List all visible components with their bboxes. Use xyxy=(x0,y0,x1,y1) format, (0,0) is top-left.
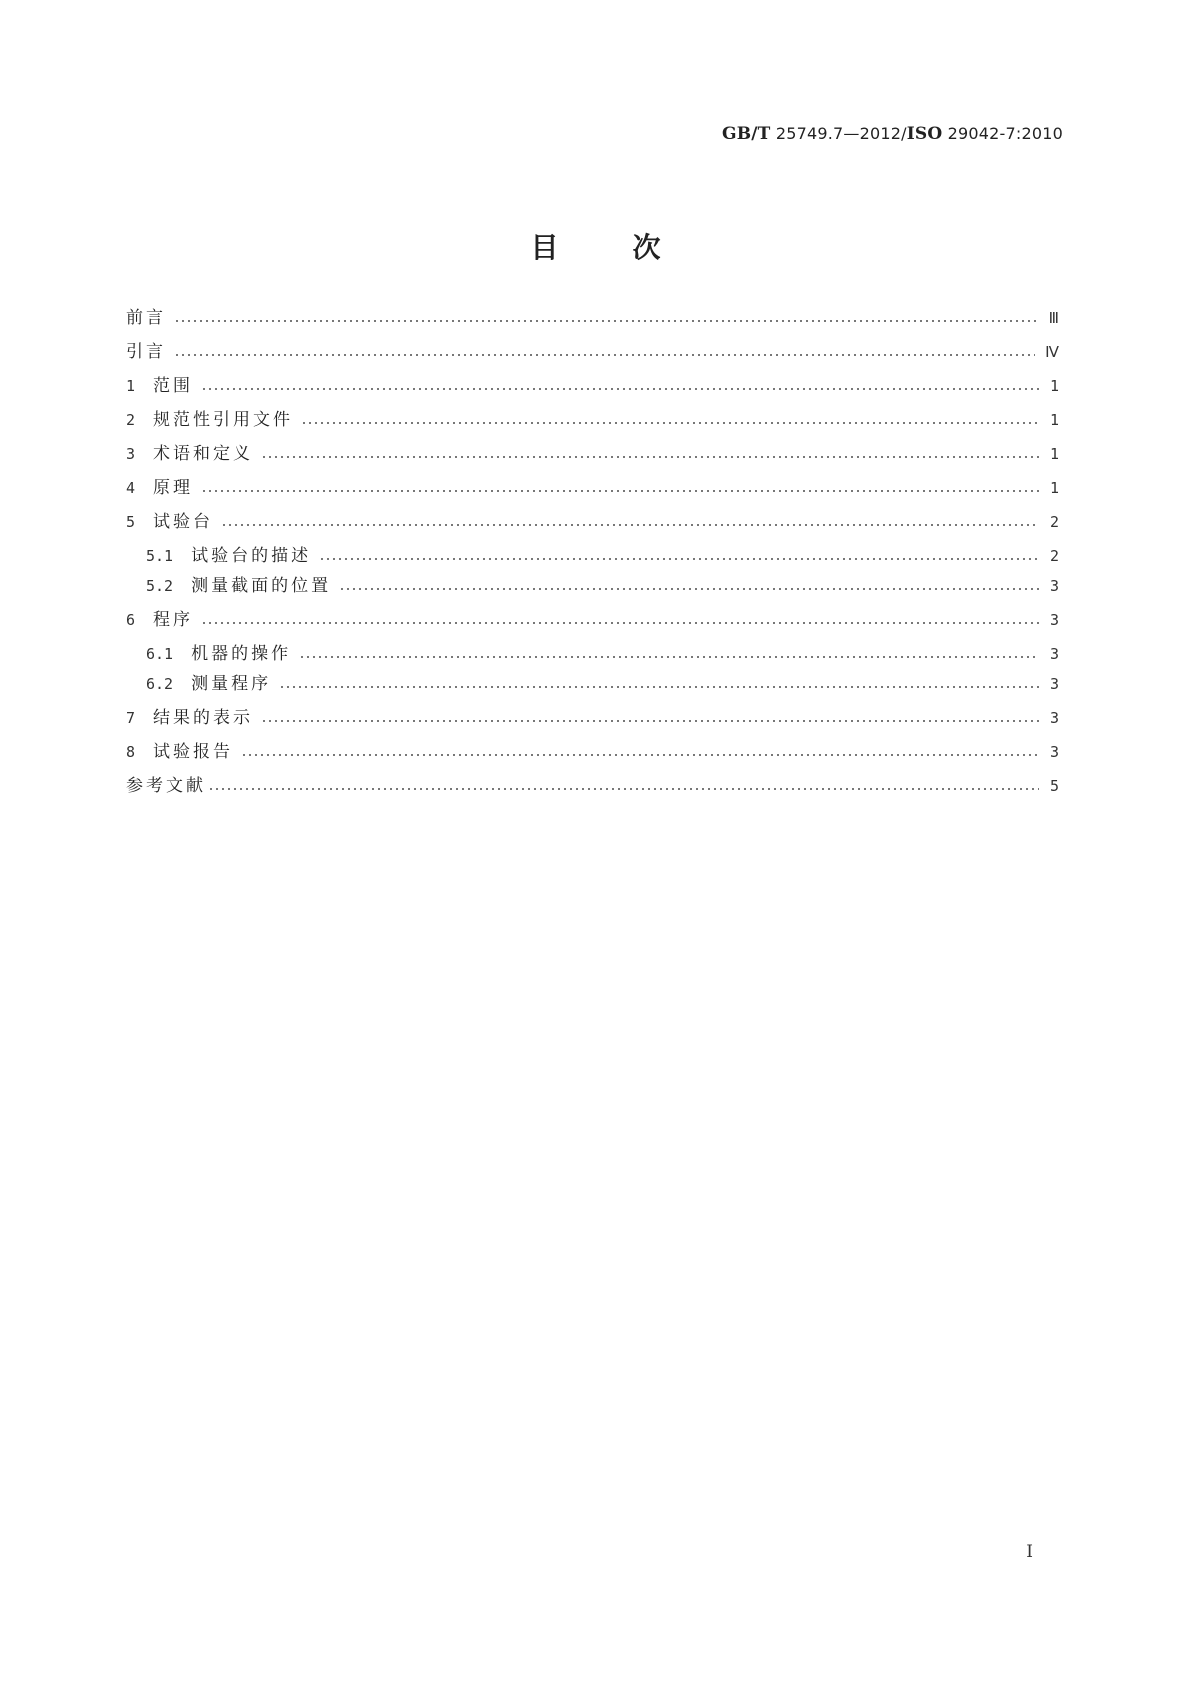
toc-leader-dots xyxy=(301,421,1039,425)
toc-title-part2: 次 xyxy=(632,231,661,264)
toc-entry-number: 4 xyxy=(126,479,136,497)
toc-entry-label: 测量程序 xyxy=(191,674,272,694)
toc-entry-5-2[interactable] xyxy=(146,573,1059,597)
standard-code-iso: ISO xyxy=(906,124,943,144)
toc-entry-foreword[interactable] xyxy=(126,305,1059,329)
toc-leader-dots xyxy=(279,685,1039,689)
toc-entry-page: Ⅳ xyxy=(1045,343,1059,361)
toc-entry-page: 3 xyxy=(1049,709,1059,727)
toc-entry-5[interactable] xyxy=(126,509,1059,533)
toc-entry-number: 6 xyxy=(126,611,136,629)
toc-leader-dots xyxy=(174,319,1039,323)
toc-entry-page: 2 xyxy=(1049,513,1059,531)
toc-entry-label: 程序 xyxy=(153,610,194,630)
toc-entry-number: 6.1 xyxy=(146,645,174,663)
toc-entry-page: 2 xyxy=(1049,547,1059,565)
toc-leader-dots xyxy=(261,455,1039,459)
toc-entry-label: 测量截面的位置 xyxy=(191,576,332,596)
toc-entry-5-1[interactable] xyxy=(146,543,1059,567)
toc-leader-dots xyxy=(208,787,1039,791)
toc-title xyxy=(0,226,1191,266)
toc-entry-number: 5.2 xyxy=(146,577,174,595)
toc-entry-number: 5.1 xyxy=(146,547,174,565)
toc-entry-page: 3 xyxy=(1049,645,1059,663)
toc-leader-dots xyxy=(174,353,1035,357)
toc-entry-page: 1 xyxy=(1049,445,1059,463)
toc-entry-page: 1 xyxy=(1049,479,1059,497)
toc-entry-number: 7 xyxy=(126,709,136,727)
page-number: I xyxy=(1026,1542,1033,1562)
toc-entry-label: 引言 xyxy=(126,342,166,362)
toc-entry-label: 参考文献 xyxy=(126,776,206,796)
toc-entry-page: 5 xyxy=(1049,777,1059,795)
toc-entry-label: 范围 xyxy=(153,376,194,396)
toc-leader-dots xyxy=(339,587,1039,591)
toc-entry-label: 试验台的描述 xyxy=(191,546,312,566)
toc-entry-bibliography[interactable] xyxy=(126,773,1059,797)
toc-entry-label: 规范性引用文件 xyxy=(153,410,294,430)
toc-entry-4[interactable] xyxy=(126,475,1059,499)
toc-entry-page: 3 xyxy=(1049,577,1059,595)
toc-entry-2[interactable] xyxy=(126,407,1059,431)
toc-entry-number: 8 xyxy=(126,743,136,761)
toc-entry-page: Ⅲ xyxy=(1048,309,1059,327)
toc-entry-label: 原理 xyxy=(153,478,194,498)
toc-entry-number: 3 xyxy=(126,445,136,463)
standard-code-header xyxy=(722,124,1063,144)
toc-entry-label: 前言 xyxy=(126,308,166,328)
toc-leader-dots xyxy=(221,523,1039,527)
toc-entry-number: 1 xyxy=(126,377,136,395)
toc-entry-6-1[interactable] xyxy=(146,641,1059,665)
toc-entry-number: 5 xyxy=(126,513,136,531)
toc-entry-page: 3 xyxy=(1049,675,1059,693)
toc-entry-1[interactable] xyxy=(126,373,1059,397)
toc-entry-label: 试验报告 xyxy=(153,742,234,762)
toc-entry-page: 3 xyxy=(1049,611,1059,629)
toc-entry-6[interactable] xyxy=(126,607,1059,631)
toc-entry-label: 机器的操作 xyxy=(191,644,292,664)
toc-entry-7[interactable] xyxy=(126,705,1059,729)
toc-leader-dots xyxy=(201,489,1039,493)
toc-entry-page: 1 xyxy=(1049,377,1059,395)
toc-leader-dots xyxy=(201,387,1039,391)
toc-leader-dots xyxy=(299,655,1039,659)
toc-leader-dots xyxy=(261,719,1039,723)
toc-entry-label: 试验台 xyxy=(153,512,214,532)
toc-entry-number: 2 xyxy=(126,411,136,429)
toc-title-part1: 目 xyxy=(530,231,559,264)
toc-entry-6-2[interactable] xyxy=(146,671,1059,695)
toc-entry-8[interactable] xyxy=(126,739,1059,763)
toc-leader-dots xyxy=(201,621,1039,625)
standard-code-number: 25749.7—2012/ xyxy=(770,124,907,143)
toc-leader-dots xyxy=(241,753,1039,757)
toc-entry-page: 3 xyxy=(1049,743,1059,761)
toc-leader-dots xyxy=(319,557,1039,561)
toc-entry-number: 6.2 xyxy=(146,675,174,693)
toc-entry-label: 术语和定义 xyxy=(153,444,254,464)
toc-entry-introduction[interactable] xyxy=(126,339,1059,363)
toc-entry-page: 1 xyxy=(1049,411,1059,429)
standard-code-iso-number: 29042-7:2010 xyxy=(942,124,1063,143)
standard-code-gb: GB/T xyxy=(721,124,771,144)
toc-entry-label: 结果的表示 xyxy=(153,708,254,728)
toc-entry-3[interactable] xyxy=(126,441,1059,465)
